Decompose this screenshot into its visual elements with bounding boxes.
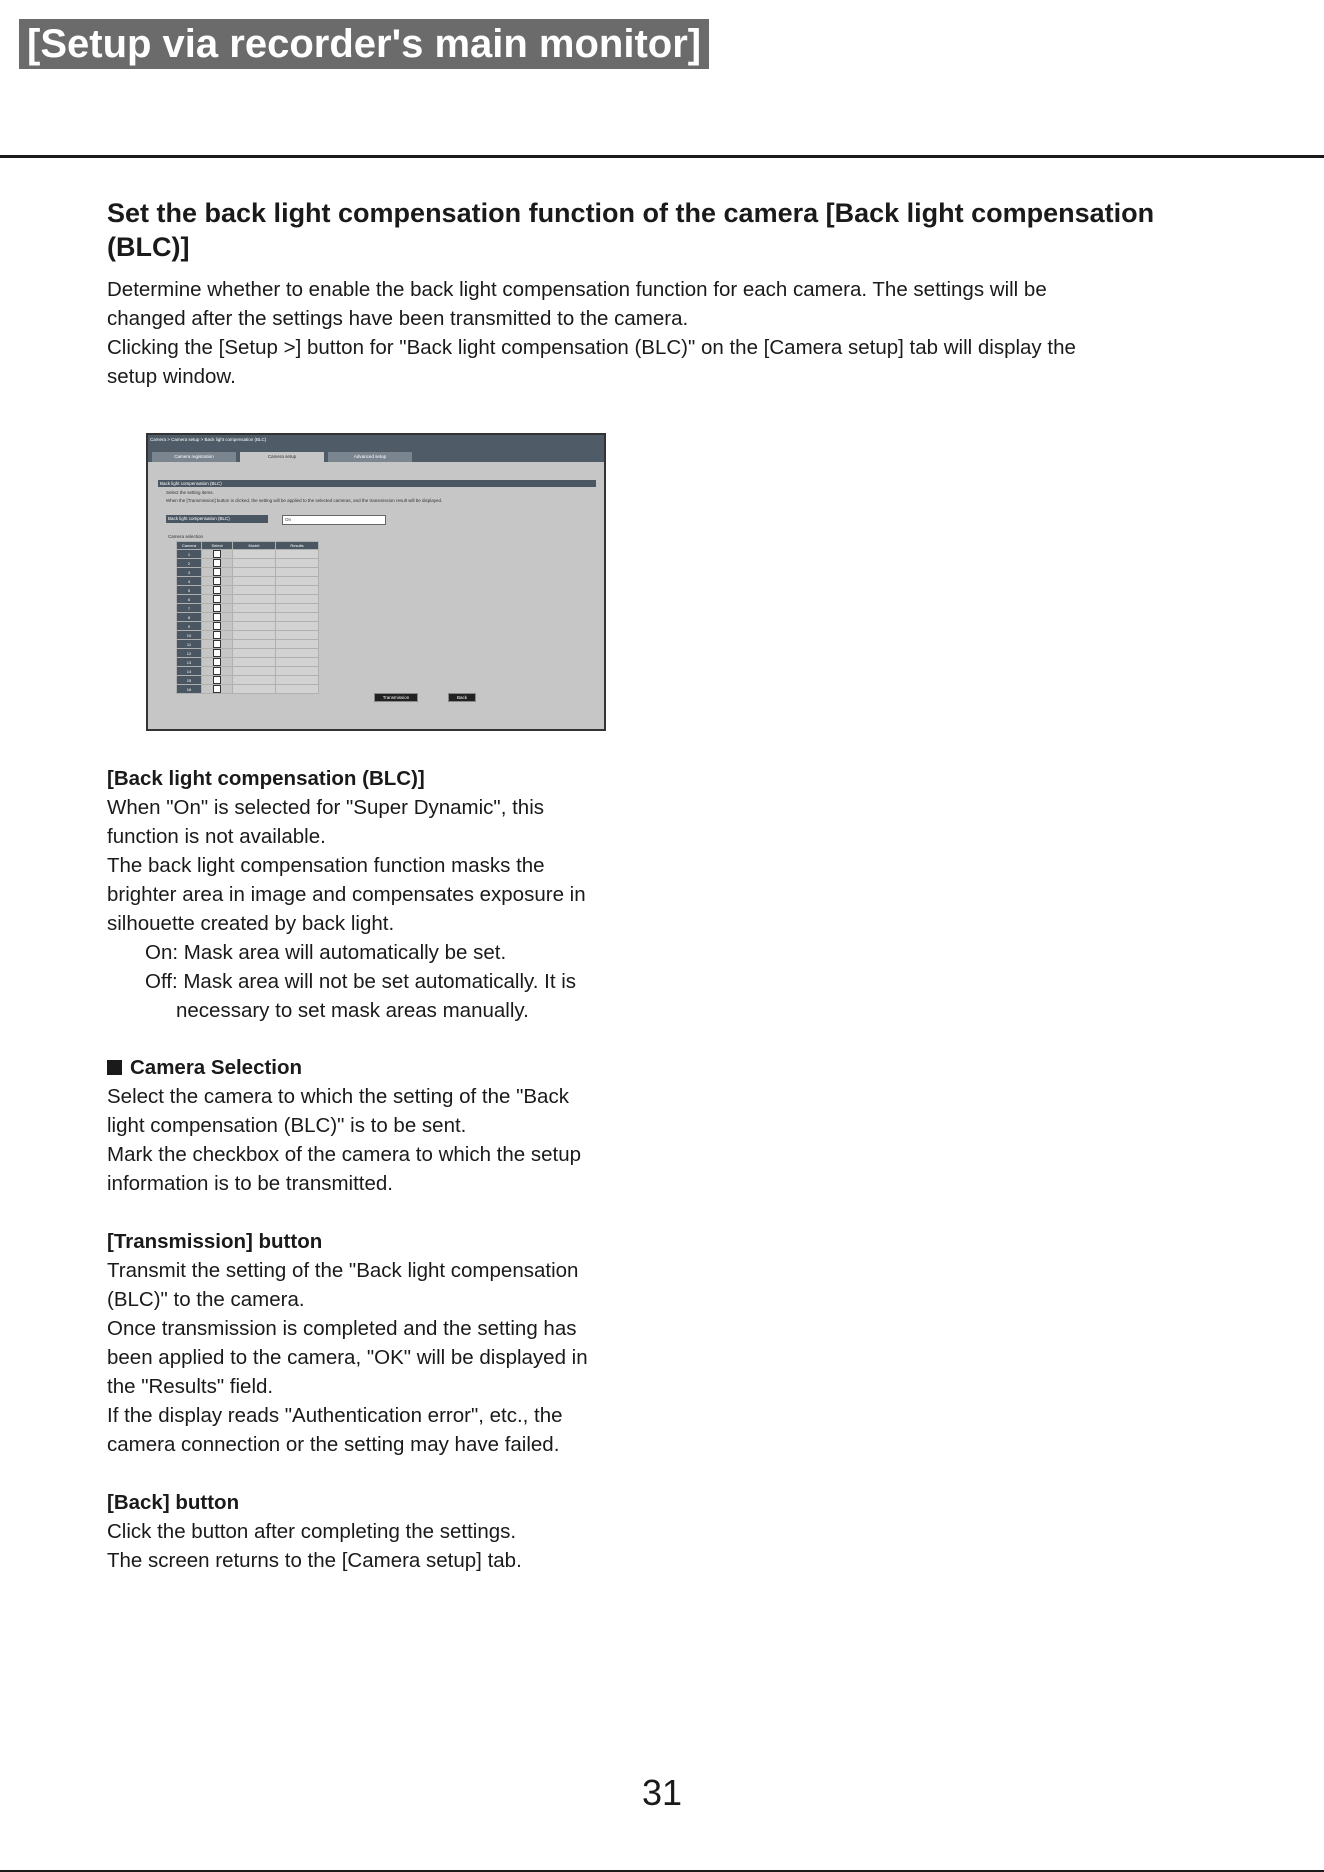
screenshot-tab-bar <box>148 448 604 462</box>
results-cell <box>276 649 319 658</box>
camera-select-cell <box>202 649 233 658</box>
model-cell <box>233 631 276 640</box>
model-cell <box>233 595 276 604</box>
column-header: Camera <box>177 542 202 550</box>
screenshot-camera-row <box>177 559 319 568</box>
camera-select-cell <box>202 685 233 694</box>
camera-number: 6 <box>177 595 202 604</box>
blc-line: The back light compensation function masks the <box>107 854 545 877</box>
blc-on-option: On: Mask area will automatically be set. <box>145 941 507 964</box>
camera-select-cell <box>202 631 233 640</box>
intro-line: setup window. <box>107 365 236 388</box>
camera-selection-heading-text: Camera Selection <box>130 1056 303 1079</box>
checkbox-icon <box>213 559 221 567</box>
transmission-line: camera connection or the setting may have failed. <box>107 1433 560 1456</box>
results-cell <box>276 559 319 568</box>
blc-line: brighter area in image and compensates exposure in <box>107 883 586 906</box>
screenshot-camera-row <box>177 613 319 622</box>
screenshot-setting-select: On <box>282 515 386 525</box>
camera-rows <box>177 550 319 694</box>
screenshot-camera-row <box>177 640 319 649</box>
camera-select-cell <box>202 640 233 649</box>
model-cell <box>233 604 276 613</box>
blc-heading: [Back light compensation (BLC)] <box>107 767 425 790</box>
camera-number: 2 <box>177 559 202 568</box>
back-line: Click the button after completing the settings. <box>107 1520 517 1543</box>
model-cell <box>233 550 276 559</box>
transmission-line: the "Results" field. <box>107 1375 274 1398</box>
model-cell <box>233 640 276 649</box>
screenshot-camera-row <box>177 577 319 586</box>
camera-selection-line: information is to be transmitted. <box>107 1172 393 1195</box>
header-rule <box>0 155 1324 158</box>
screenshot-camera-row <box>177 568 319 577</box>
section-title <box>107 196 1217 264</box>
camera-number: 16 <box>177 685 202 694</box>
transmission-line: been applied to the camera, "OK" will be displayed in <box>107 1346 588 1369</box>
checkbox-icon <box>213 667 221 675</box>
model-cell <box>233 613 276 622</box>
screenshot-camera-row <box>177 667 319 676</box>
square-bullet-icon <box>107 1060 122 1075</box>
results-cell <box>276 631 319 640</box>
screenshot-breadcrumb: Camera > Camera setup > Back light compensation (BLC) <box>148 435 604 448</box>
camera-select-cell <box>202 613 233 622</box>
section-content <box>107 196 1217 391</box>
screenshot-panel-title: Back light compensation (BLC) <box>158 480 596 487</box>
results-cell <box>276 586 319 595</box>
intro-line: Clicking the [Setup >] button for "Back light compensation (BLC)" on the [Camera setup] tab will display the <box>107 336 1076 359</box>
camera-number: 8 <box>177 613 202 622</box>
blc-off-option-cont: necessary to set mask areas manually. <box>176 999 529 1022</box>
model-cell <box>233 676 276 685</box>
checkbox-icon <box>213 595 221 603</box>
camera-select-cell <box>202 586 233 595</box>
results-cell <box>276 667 319 676</box>
checkbox-icon <box>213 550 221 558</box>
back-description <box>107 1488 667 1575</box>
screenshot-camera-row <box>177 586 319 595</box>
section-title-line2: (BLC)] <box>107 232 190 262</box>
back-heading: [Back] button <box>107 1491 240 1514</box>
screenshot-camera-row <box>177 685 319 694</box>
back-line: The screen returns to the [Camera setup] tab. <box>107 1549 522 1572</box>
screenshot-hint: Select the setting items. <box>166 490 214 495</box>
model-cell <box>233 667 276 676</box>
transmission-line: (BLC)" to the camera. <box>107 1288 305 1311</box>
screenshot-camera-table <box>176 541 319 694</box>
checkbox-icon <box>213 649 221 657</box>
screenshot-tab-camera-setup: Camera setup <box>240 452 324 462</box>
transmission-line: If the display reads "Authentication error", etc., the <box>107 1404 563 1427</box>
camera-selection-line: light compensation (BLC)" is to be sent. <box>107 1114 467 1137</box>
camera-select-cell <box>202 667 233 676</box>
blc-description <box>107 764 667 1025</box>
screenshot-tab-advanced-setup: Advanced setup <box>328 452 412 462</box>
checkbox-icon <box>213 658 221 666</box>
screenshot-camera-row <box>177 631 319 640</box>
camera-number: 7 <box>177 604 202 613</box>
camera-select-cell <box>202 676 233 685</box>
results-cell <box>276 550 319 559</box>
screenshot-camera-selection-label: Camera selection <box>168 534 204 539</box>
camera-number: 13 <box>177 658 202 667</box>
screenshot-setting-label: Back light compensation (BLC) <box>166 515 268 523</box>
camera-number: 4 <box>177 577 202 586</box>
transmission-description <box>107 1227 667 1459</box>
camera-number: 11 <box>177 640 202 649</box>
screenshot-back-button: Back <box>448 693 476 702</box>
screenshot-camera-row <box>177 676 319 685</box>
camera-number: 1 <box>177 550 202 559</box>
screenshot-transmission-button: Transmission <box>374 693 418 702</box>
camera-select-cell <box>202 559 233 568</box>
screenshot-hint: When the [Transmission] button is clicked, the setting will be applied to the selected cameras, and the transmission result will be displayed. <box>166 498 443 503</box>
screenshot-camera-row <box>177 622 319 631</box>
intro-line: changed after the settings have been transmitted to the camera. <box>107 307 689 330</box>
model-cell <box>233 559 276 568</box>
checkbox-icon <box>213 685 221 693</box>
checkbox-icon <box>213 613 221 621</box>
chapter-header: [Setup via recorder's main monitor] <box>19 19 709 69</box>
camera-selection-description <box>107 1053 667 1198</box>
column-header: Results <box>276 542 319 550</box>
intro-line: Determine whether to enable the back light compensation function for each camera. The settings will be <box>107 278 1047 301</box>
checkbox-icon <box>213 568 221 576</box>
model-cell <box>233 622 276 631</box>
transmission-line: Once transmission is completed and the setting has <box>107 1317 577 1340</box>
checkbox-icon <box>213 604 221 612</box>
checkbox-icon <box>213 631 221 639</box>
checkbox-icon <box>213 586 221 594</box>
model-cell <box>233 649 276 658</box>
results-cell <box>276 622 319 631</box>
model-cell <box>233 568 276 577</box>
camera-select-cell <box>202 604 233 613</box>
results-cell <box>276 676 319 685</box>
results-cell <box>276 568 319 577</box>
camera-number: 5 <box>177 586 202 595</box>
blc-off-option: Off: Mask area will not be set automatically. It is <box>145 970 577 993</box>
model-cell <box>233 658 276 667</box>
results-cell <box>276 658 319 667</box>
camera-selection-line: Select the camera to which the setting of the "Back <box>107 1085 569 1108</box>
results-cell <box>276 685 319 694</box>
camera-selection-heading <box>107 1053 667 1082</box>
screenshot-camera-row <box>177 649 319 658</box>
section-title-line1: Set the back light compensation function of the camera [Back light compensation <box>107 198 1155 228</box>
screenshot-tab-camera-registration: Camera registration <box>152 452 236 462</box>
checkbox-icon <box>213 676 221 684</box>
results-cell <box>276 577 319 586</box>
screenshot-camera-row <box>177 550 319 559</box>
transmission-heading: [Transmission] button <box>107 1230 323 1253</box>
results-cell <box>276 640 319 649</box>
checkbox-icon <box>213 577 221 585</box>
model-cell <box>233 577 276 586</box>
camera-number: 15 <box>177 676 202 685</box>
blc-line: function is not available. <box>107 825 326 848</box>
screenshot-camera-row <box>177 658 319 667</box>
camera-number: 9 <box>177 622 202 631</box>
camera-select-cell <box>202 658 233 667</box>
camera-number: 14 <box>177 667 202 676</box>
checkbox-icon <box>213 640 221 648</box>
results-cell <box>276 595 319 604</box>
camera-number: 12 <box>177 649 202 658</box>
camera-number: 3 <box>177 568 202 577</box>
camera-select-cell <box>202 595 233 604</box>
intro-paragraph <box>107 275 1217 391</box>
camera-select-cell <box>202 577 233 586</box>
results-cell <box>276 613 319 622</box>
camera-number: 10 <box>177 631 202 640</box>
camera-select-cell <box>202 568 233 577</box>
column-header: Select <box>202 542 233 550</box>
setup-window-screenshot <box>146 433 606 731</box>
results-cell <box>276 604 319 613</box>
blc-line: silhouette created by back light. <box>107 912 395 935</box>
camera-select-cell <box>202 550 233 559</box>
blc-line: When "On" is selected for "Super Dynamic", this <box>107 796 544 819</box>
camera-selection-line: Mark the checkbox of the camera to which the setup <box>107 1143 582 1166</box>
camera-select-cell <box>202 622 233 631</box>
transmission-line: Transmit the setting of the "Back light compensation <box>107 1259 579 1282</box>
model-cell <box>233 685 276 694</box>
screenshot-camera-row <box>177 604 319 613</box>
checkbox-icon <box>213 622 221 630</box>
screenshot-camera-row <box>177 595 319 604</box>
column-header: Model <box>233 542 276 550</box>
page-number: 31 <box>641 1772 683 1813</box>
model-cell <box>233 586 276 595</box>
